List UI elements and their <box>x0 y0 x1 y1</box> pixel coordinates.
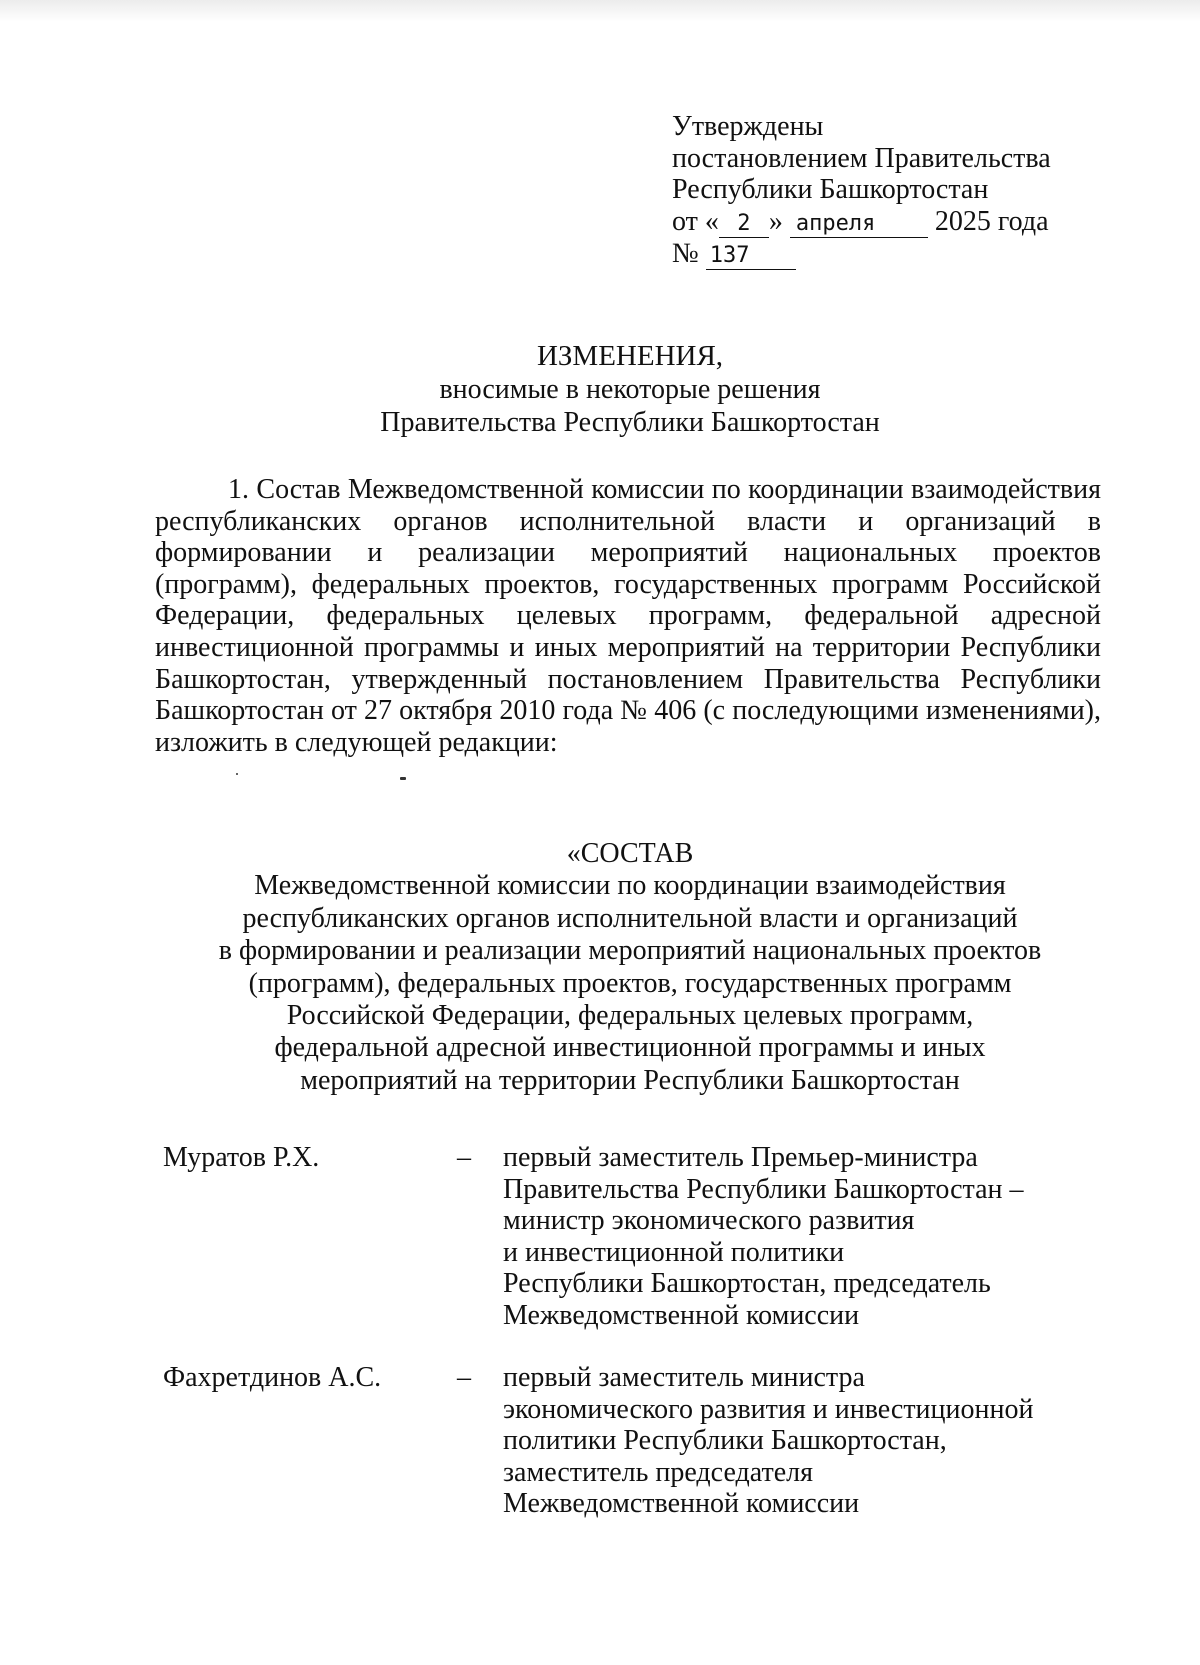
composition-heading: «СОСТАВ <box>566 838 694 869</box>
approval-line: Республики Башкортостан <box>672 174 989 205</box>
scan-speck <box>236 773 238 775</box>
approval-number <box>672 238 1051 270</box>
document-title <box>160 340 1100 439</box>
composition-line: Российской Федерации, федеральных целевых программ, <box>286 1000 974 1032</box>
composition-line: мероприятий на территории Республики Башкортостан <box>300 1064 960 1096</box>
composition-line: республиканских органов исполнительной власти и организаций <box>242 902 1018 934</box>
member-entry <box>163 1362 1103 1520</box>
approval-line: Утверждены <box>672 111 824 142</box>
date-mid: » <box>768 205 783 237</box>
composition-line: (программ), федеральных проектов, государственных программ <box>248 967 1012 999</box>
number-prefix: № <box>672 237 699 269</box>
composition-line: в формировании и реализации мероприятий национальных проектов <box>218 935 1042 967</box>
member-name: Муратов Р.Х. <box>163 1142 320 1173</box>
date-year: 2025 года <box>934 205 1049 237</box>
member-entry <box>163 1142 1103 1331</box>
composition-line: федеральной адресной инвестиционной программы и иных <box>274 1032 986 1064</box>
handwritten-month: апреля <box>790 211 928 238</box>
approval-date <box>672 206 1051 238</box>
member-dash: – <box>457 1362 471 1393</box>
member-dash: – <box>457 1142 471 1173</box>
composition-line: Межведомственной комиссии по координации взаимодействия <box>254 870 1006 902</box>
scan-edge-shadow <box>0 0 1200 22</box>
composition-heading-block <box>160 838 1100 1097</box>
approval-block <box>672 111 1051 270</box>
members-list <box>163 1142 1103 1551</box>
title-main: ИЗМЕНЕНИЯ, <box>536 340 724 372</box>
approval-line: постановлением Правительства <box>672 142 1051 174</box>
scan-speck <box>400 777 406 780</box>
paragraph-1: 1. Состав Межведомственной комиссии по координации взаимодействия республиканских органов исполнительной власти и организаций в формировании и реализации мероприятий национальных проектов (программ), федеральных проектов, государственных программ Российской Федерации, федеральных целевых программ, федеральной адресной инвестиционной программы и иных мероприятий на территории Республики Башкортостан, утвержденный постановлением Правительства Республики Башкортостан от 27 октября 2010 года № 406 (с последующими изменениями), изложить в следующей редакции: <box>155 474 1101 758</box>
date-prefix: от « <box>672 205 719 237</box>
handwritten-day: 2 <box>719 211 769 238</box>
title-line: вносимые в некоторые решения <box>439 374 821 405</box>
handwritten-number: 137 <box>706 243 796 270</box>
member-description: первый заместитель министра экономического развития и инвестиционной политики Республики Башкортостан, заместитель председателя Межведомственной комиссии <box>503 1362 1034 1519</box>
member-description: первый заместитель Премьер-министра Правительства Республики Башкортостан – министр экономического развития и инвестиционной политики Республики Башкортостан, председатель Межведомственной комиссии <box>503 1142 1024 1331</box>
member-name: Фахретдинов А.С. <box>163 1362 382 1393</box>
title-line: Правительства Республики Башкортостан <box>380 407 880 438</box>
